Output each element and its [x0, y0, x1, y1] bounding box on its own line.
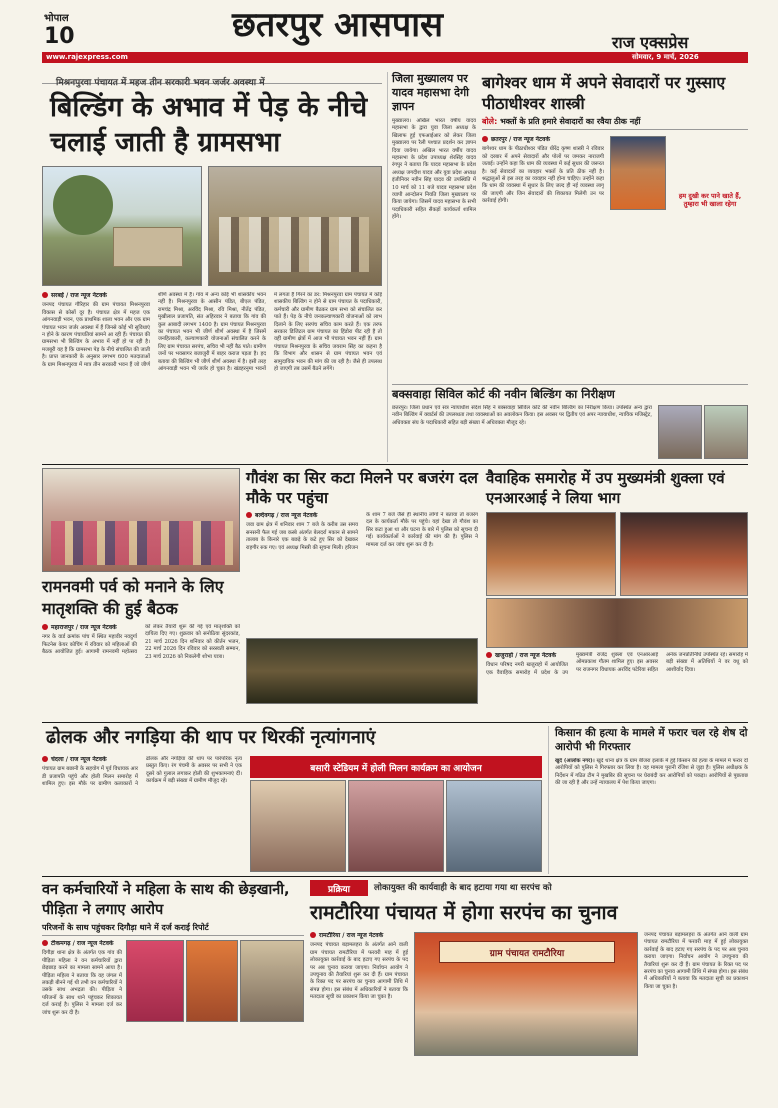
- basari-photo-3: [446, 780, 542, 872]
- forest-body-text: दिगौड़ा थाना क्षेत्र के अंतर्गत एक गांव की पीड़िता महिला ने वन कर्मचारियों द्वारा छेड़छाड़ करने का मामला सामने आया है। पीड़िता महिला ने बताया कि वह जंगल में लकड़ी बीनने गई थी तभी वन कर्मचारियों ने उसके साथ अभद्रता की। पीड़िता ने परिजनों के साथ थाने पहुंचकर शिकायत दर्ज कराई है। पुलिस ने मामला दर्ज कर जांच शुरू कर दी है।: [42, 950, 122, 1016]
- ramnavami-body-text: नगर के वार्ड क्रमांक पांच में स्थित महावीर नवदुर्गा फिटनेस केयर कोचिंग में रविवार को महिलाओं की बैठक आयोजित हुई। आगामी रामनवमी महोत्सव को लेकर तैयारी शुरू की गई एवं मातृशक्ति को दायित्व दिए गए। शुक्रवार को सनोठिया सुंदरकांड, 21 मार्च 2026 दिन शनिवार को कीर्तन भजन, 22 मार्च 2026 दिन रविवार को सरस्वती सम्मान, 23 मार्च 2026 को निकलेगी शोभा यात्रा।: [42, 624, 240, 660]
- buckswaha-photo-2: [704, 405, 748, 459]
- dholak-story: [42, 726, 542, 874]
- basari-box: [250, 756, 542, 872]
- forest-headline: वन कर्मचारियों ने महिला के साथ की छेड़खानी, पीड़िता ने लगाए आरोप: [42, 882, 290, 918]
- dholak-headline: ढोलक और नगड़िया की थाप पर थिरकीं नृत्यांगनाएं: [46, 727, 376, 748]
- cow-photo: [246, 638, 478, 704]
- forest-photo-2: [186, 940, 238, 1022]
- basari-headline: बसारी स्टेडियम में होली मिलन कार्यक्रम का आयोजन: [310, 763, 482, 774]
- process-label: [310, 880, 368, 896]
- wedding-story: [486, 468, 748, 718]
- yadav-headline: जिला मुख्यालय पर यादव महासभा देगी ज्ञापन: [392, 72, 470, 113]
- site-url[interactable]: www.rajexpress.com: [46, 53, 128, 61]
- bageshwar-kicker-label: बोले:: [482, 117, 498, 126]
- lead-kicker-text: मिश्रनपुरवा पंचायत में महज तीन सरकारी भवन जर्जर अवस्था में: [56, 78, 265, 88]
- process-photo: [414, 932, 638, 1056]
- wedding-byline: खजुराहो / राज न्यूज नेटवर्क: [486, 652, 568, 659]
- ramnavami-byline: महाराजपुर / राज न्यूज नेटवर्क: [42, 624, 137, 631]
- cow-byline: बल्देवगढ़ / राज न्यूज नेटवर्क: [246, 512, 358, 519]
- process-body-text: जनपद पंचायत बड़ामलहरा के अंतर्गत आने वाली ग्राम पंचायत रामटौरिया में फरवरी माह में हुई लोकायुक्त कार्रवाई के बाद हटाए गए सरपंच के पद पर अब चुनाव कराया जाएगा। निर्वाचन आयोग ने उपचुनाव की तैयारियां शुरू कर दी हैं। ग्राम पंचायत के रिक्त पद पर सरपंच का चुनाव आगामी तिथि में संपन्न होगा। इस संबंध में अधिकारियों ने बताया कि मतदाता सूची का प्रकाशन किया जा चुका है।: [310, 942, 408, 1001]
- column-divider: [387, 72, 388, 462]
- murder-story: [548, 726, 748, 874]
- lead-photo-right: [208, 166, 382, 286]
- building-shape: [113, 227, 183, 267]
- forest-photo-1: [126, 940, 184, 1022]
- wedding-photo-3: [486, 598, 748, 648]
- dholak-body-text: पंचायत ग्राम बछानी के सहयोग में पूर्व विधायक आर डी प्रजापति पहुंचे और होली मिलन समारोह में शामिल हुए। इस मौके पर ग्रामीण कलाकारों ने ढोलक और नगड़िया की थाप पर पारंपरिक नृत्य प्रस्तुत किए। रंग पंचमी के अवसर पर सभी ने एक दूसरे को गुलाल लगाकर होली की शुभकामनाएं दीं। कार्यक्रम में बड़ी संख्या में ग्रामीण मौजूद रहे।: [42, 756, 242, 788]
- seated-group-shape: [51, 521, 233, 565]
- process-label-text: प्रक्रिया: [328, 884, 350, 895]
- forest-story: [42, 880, 304, 1104]
- forest-photo-3: [240, 940, 304, 1022]
- cow-story: [246, 468, 478, 718]
- dholak-byline: चंदला / राज न्यूज नेटवर्क: [42, 756, 138, 763]
- forest-byline: टीकमगढ़ / राज न्यूज नेटवर्क: [42, 940, 122, 947]
- murder-body-text: खुर्द थाना क्षेत्र के ग्राम बीजरा इलाके में हुई किसान की हत्या के मामले में फरार दो आरोपियों को पुलिस ने गिरफ्तार कर लिया है। यह मामला पुरानी रंजिश से जुड़ा है। पुलिस अधीक्षक के निर्देशन में गठित टीम ने मुखबिर की सूचना पर घेराबंदी कर आरोपियों को पकड़ा। आरोपियों से पूछताछ की जा रही है और उन्हें न्यायालय में पेश किया जाएगा।: [555, 758, 748, 787]
- process-kicker: लोकायुक्त की कार्यवाही के बाद हटाया गया था सरपंच को: [374, 883, 552, 893]
- section-rule-2: [42, 722, 748, 723]
- bageshwar-byline: छतरपुर / राज न्यूज नेटवर्क: [482, 136, 604, 143]
- process-story: [310, 880, 748, 1104]
- dholak-body: [42, 756, 242, 872]
- process-body-right: [644, 932, 748, 1102]
- crowd-shape: [219, 217, 369, 272]
- section-rule-1: [42, 464, 748, 465]
- process-byline: रामटौरिया / राज न्यूज नेटवर्क: [310, 932, 408, 939]
- bageshwar-col-left: [482, 136, 604, 380]
- brand-name: राज एक्सप्रेस: [612, 33, 689, 52]
- murder-body: [555, 758, 748, 870]
- ramnavami-headline: रामनवमी पर्व को मनाने के लिए मातृशक्ति की हुई बैठक: [42, 577, 224, 618]
- bageshwar-pullquote: हम दुखी कर पाने खाते हैं, तुम्हारा भी खाला रहेगा: [678, 192, 742, 208]
- lead-story: [42, 70, 382, 462]
- lead-byline: सरबई / राज न्यूज नेटवर्क: [42, 292, 150, 299]
- wedding-photo-2: [620, 512, 748, 596]
- process-sign-text: ग्राम पंचायत रामटौरिया: [489, 948, 565, 959]
- buckswaha-headline: बक्सवाहा सिविल कोर्ट की नवीन बिल्डिंग का निरीक्षण: [392, 387, 615, 401]
- basari-photo-2: [348, 780, 444, 872]
- buckswaha-photo-1: [658, 405, 702, 459]
- masthead: [0, 0, 778, 72]
- bageshwar-kicker: भक्तों के प्रति हमारे सेवादारों का रवैया ठीक नहीं: [500, 117, 641, 126]
- murder-headline: किसान की हत्या के मामले में फरार चल रहे शेष दो आरोपी भी गिरफ्तार: [555, 727, 748, 753]
- cow-body-text: जवा ग्राम क्षेत्र में शनिवार शाम 7 बजे के करीब उस समय सनसनी फैल गई जब कस्बे अंतर्गत बेलदर्रा मकान से सामने तालाब के किनारे एक बछड़े के कटे हुए सिर को देखकर राहगीर रुक गए। एवं अध्यक्ष मिस्त्री की सूचना मिली। हरिजन के शाम 7 बजे जैसे ही स्थानीय लोगों ने बताया तो बजरंग दल के कार्यकर्ता मौके पर पहुंचे। यहां देखा तो गौवंश का सिर कटा हुआ था और घटना के बारे में पुलिस को सूचना दी गई। कार्यकर्ताओं ने कार्रवाई की मांग की है। पुलिस ने मामला दर्ज कर जांच शुरू कर दी है।: [246, 512, 478, 551]
- yadav-body: मुख्यालय। अखिल भारत वर्षीय यादव महासभा के द्वारा युवा जिला अध्यक्ष के खिलाफ हुई एफआईआर को लेकर जिला मुख्यालय पर रैली पश्चात प्रदर्शन कर ज्ञापन दिया जायेगा। अखिल भारत वर्षीय यादव महासभा के प्रदेश उपाध्यक्ष शेरसिंह यादव रंगपुर ने बताया कि यादव महासभा के प्रदेश अध्यक्ष जगदीश यादव और युवा प्रदेश अध्यक्ष इंजीनियर नवीन सिंह यादव की उपस्थिति में 10 मार्च को 11 बजे यादव महासभा प्रदेश व्यापी आन्दोलन नियति जिला मुख्यालय पर किया जायेगा। जिसमें यादव महासभा के सभी पदाधिकारी सहित सैकड़ों कार्यकर्ता शामिल होंगे।: [392, 118, 476, 221]
- process-sign: [439, 941, 615, 963]
- ramnavami-body: [42, 624, 240, 716]
- lead-body-text: जनपद पंचायत गौरिहार की ग्राम पंचायत मिश्रनपुरवा विकास से कोसों दूर है। पंचायत क्षेत्र में महज एक आंगनवाड़ी भवन, एक प्राथमिक शाला भवन और एक ग्राम पंचायत भवन जर्जर अवस्था में हैं जिनसे कोई भी सुविधाएं न होने के कारण पंचायतियां सामने आ रही हैं। पंचायत की ग्रामसभा भी बिल्डिंग के अभाव में नहीं हो पा रही है। मजबूरी यह है कि ग्रामसभा पेड़ के नीचे संचालित की जाती है। प्राप्त जानकारी के अनुसार लगभग 600 मतदाताओं के ग्राम मिश्रनपुरवा में मात्र तीन सरकारी भवन हैं जो जीर्ण शीर्ण अवस्था में हैं। गांव में अन्य कोई भी शासकीय भवन नहीं है। मिश्रनपुरवा के आसीन पंडित, बीएल पंडित, रामचंद्र मिश्रा, अरविंद मिश्रा, रवि मिश्रा, नीतेंद्र पंडित, मुखीलाल प्रजापति, संत अहिरवार ने बताया कि गांव की कुल आबादी लगभग 1400 है। ग्राम पंचायत मिश्रनपुरवा का पंचायत भवन भी जीर्ण शीर्ण अवस्था में है जिसमें जनहितकारी, कल्याणकारी योजनाओं संचालित करने के लिए ग्राम पंचायत सरपंच, सचिव भी नहीं बैठ पाते। ग्रामीण जनों पर भवसागर बजाजुरी में बाहर कराज पड़ता है। हद बताया की बिल्डिंग भी जीर्ण शीर्ण अवस्था में है। इसी तरह आंगनवाड़ी भवन भी जर्जर हो चुका है। खंडहरनुमा भवनों में लगता है गिरने का डर: मिश्रनपुरवा ग्राम पंचायत में कोई शासकीय बिल्डिंग न होने से ग्राम पंचायत के पदाधिकारी, कर्मचारी और ग्रामीण बैठकर ग्राम सभा को संचालित कर पाते हैं। पेड़ के नीचे जनकल्याणकारी योजनाओं को लाभ दिलाने के लिए सरपंच सचिव काम करते हैं। एक तरफ सरकार डिजिटल ग्राम पंचायत का हिंडोरा पीट रही है तो वहीं ग्रामीण क्षेत्रों में आज भी पंचायत भवन नहीं हैं। ग्राम पंचायत मिश्रनपुरवा के सचिव जयराम सिंह का कहना है कि विभाग और शासन से ग्राम पंचायत भवन एवं सामुदायिक भवन की मांग की जा रही है। जैसे ही उपलब्ध हो जाएगी तब उसमें बैठने लगेंगे।: [42, 292, 382, 373]
- wedding-body-text: विधान परिषद नगरी खजुराहो में आयोजित एक वैवाहिक समारोह में प्रदेश के उप मुख्यमंत्री राजेंद्र शुक्ला एवं एनआरआई ओमप्रकाश गौतम शामिल हुए। इस अवसर पर राजनगर विधायक अरविंद पटेरिया सहित अनेक जनप्रतिनिधि उपस्थित रहे। समारोह में बड़ी संख्या में अतिथियों ने वर वधू को आशीर्वाद दिया।: [486, 652, 748, 676]
- buckswaha-story: [392, 384, 748, 462]
- bageshwar-story: [482, 72, 748, 382]
- ramnavami-photo: [42, 468, 240, 572]
- cow-body: [246, 512, 478, 632]
- issue-date: सोमवार, 9 मार्च, 2026: [632, 53, 699, 61]
- wedding-headline: वैवाहिक समारोह में उप मुख्यमंत्री शुक्ला एवं एनआरआई ने लिया भाग: [486, 469, 725, 507]
- process-body-left: [310, 932, 408, 1102]
- buckswaha-body: छतरपुर। जिला प्रधान एवं सत्र न्यायाधीश संदेश सिंह ने बक्सवाहा सिविल कोर्ट की नवीन बिल्डिंग का निरीक्षण किया। उपस्थित अन्य द्वारा नवीन बिल्डिंग में क्वार्टर्स की उपलब्धता तथा व्यवस्थाओं का अवलोकन किया। इस अवसर पर द्वितीय एवं अपर न्यायाधीश, न्यायिक मजिस्ट्रेट, अधिवक्ता संघ के पदाधिकारी सहित बड़ी संख्या में अधिवक्ता मौजूद रहे।: [392, 405, 652, 426]
- basari-photo-1: [250, 780, 346, 872]
- bageshwar-photo: [610, 136, 666, 210]
- forest-subhead: परिजनों के साथ पहुंचकर दिगौड़ा थाने में दर्ज कराई रिपोर्ट: [42, 922, 304, 936]
- tree-shape: [53, 175, 113, 235]
- section-rule-3: [42, 876, 748, 877]
- forest-body-left: [42, 940, 122, 1102]
- city-label: भोपाल: [44, 13, 69, 24]
- cow-headline: गौवंश का सिर कटा मिलने पर बजरंग दल मौके पर पहुंचा: [246, 469, 478, 507]
- process-body-right-text: जनपद पंचायत बड़ामलहरा के अंतर्गत आने वाली ग्राम पंचायत रामटौरिया में फरवरी माह में हुई लोकायुक्त कार्रवाई के बाद हटाए गए सरपंच के पद पर अब चुनाव कराया जाएगा। निर्वाचन आयोग ने उपचुनाव की तैयारियां शुरू कर दी हैं। ग्राम पंचायत के रिक्त पद पर सरपंच का चुनाव आगामी तिथि में संपन्न होगा। इस संबंध में अधिकारियों ने बताया कि मतदाता सूची का प्रकाशन किया जा चुका है।: [644, 932, 748, 990]
- lead-headline: बिल्डिंग के अभाव में पेड़ के नीचे चलाई जाती है ग्रामसभा: [50, 92, 368, 158]
- wedding-body: [486, 652, 748, 716]
- process-headline: रामटौरिया पंचायत में होगा सरपंच का चुनाव: [310, 901, 618, 924]
- page-number: 10: [44, 24, 75, 49]
- ramnavami-story: [42, 468, 240, 718]
- murder-byline: खुर्द (आलोक नगर)।: [555, 758, 595, 764]
- wedding-photo-1: [486, 512, 616, 596]
- basari-header: [250, 756, 542, 778]
- lead-body: [42, 292, 382, 460]
- lead-photo-left: [42, 166, 202, 286]
- section-title: छतरपुर आसपास: [232, 5, 444, 45]
- bageshwar-body: बागेश्वर धाम के पीठाधीश्वर पंडित धीरेंद्र कृष्ण शास्त्री ने रविवार को दरबार में अपने सेवादारों और पोलों पर जमकर नाराजगी जताई। उन्होंने कहा कि धाम की व्यवस्था में कई सुधार की जरूरत है। कई सेवादारों का व्यवहार भक्तों के प्रति ठीक नहीं है। श्रद्धालुओं से इस तरह का व्यवहार नहीं होना चाहिए। उन्होंने कहा कि धाम की व्यवस्था में सुधार के लिए जल्द ही नई व्यवस्था लागू की जाएगी और जिन सेवादारों की शिकायत मिलेगी उन पर कार्रवाई होगी।: [482, 146, 604, 205]
- bageshwar-headline: बागेश्वर धाम में अपने सेवादारों पर गुस्साए पीठाधीश्वर शास्त्री: [482, 73, 726, 113]
- bageshwar-kicker-row: [482, 116, 748, 130]
- lead-kicker: [42, 70, 382, 88]
